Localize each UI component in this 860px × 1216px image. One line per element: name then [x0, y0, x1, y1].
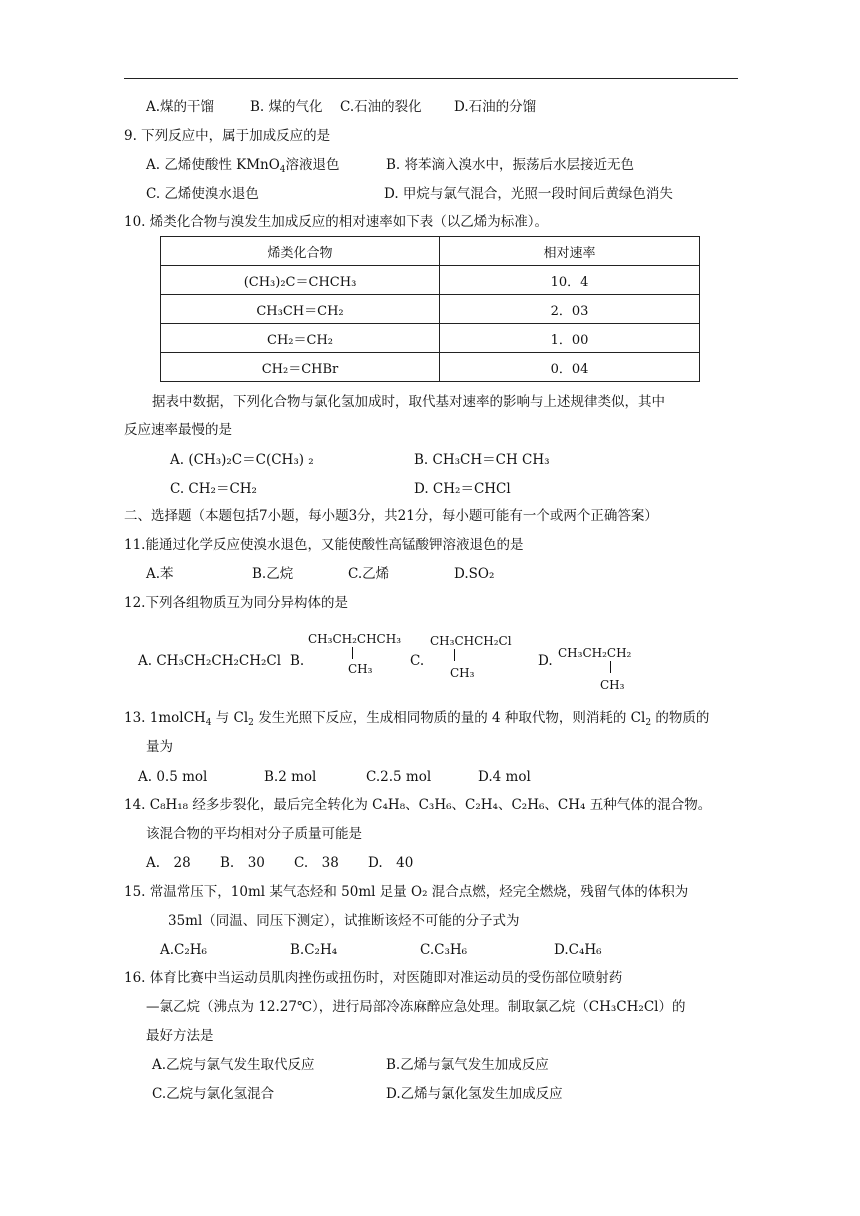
q15-option-d: D.C₄H₆	[554, 942, 602, 958]
q11-option-d: D.SO₂	[454, 566, 495, 582]
q14-option-a: A. 28	[146, 855, 191, 871]
q13-option-c: C.2.5 mol	[366, 769, 432, 785]
q13-option-d: D.4 mol	[478, 769, 531, 785]
q12-stem: 12.下列各组物质互为同分异构体的是	[124, 595, 348, 611]
table-cell: 2．03	[440, 295, 700, 324]
q12-option-d-label: D.	[538, 653, 553, 669]
q14-option-c: C. 38	[294, 855, 339, 871]
table-cell: 0．04	[440, 353, 700, 382]
structure-branch: CH₃	[600, 678, 625, 692]
table-row	[161, 295, 700, 324]
q12-structure-d	[558, 646, 638, 692]
table-cell: CH₃CH＝CH₂	[161, 295, 440, 324]
bond-line	[352, 647, 353, 659]
q15-option-b: B.C₂H₄	[290, 942, 338, 958]
q16-option-a: A.乙烷与氯气发生取代反应	[152, 1057, 315, 1073]
structure-main-chain: CH₃CH₂CHCH₃	[308, 632, 402, 646]
q9-option-c: C. 乙烯使溴水退色	[146, 186, 259, 202]
q12-option-c-label: C.	[410, 653, 425, 669]
table-cell: 10．4	[440, 266, 700, 295]
structure-branch: CH₃	[450, 666, 475, 680]
q10-paragraph-line1: 据表中数据，下列化合物与氯化氢加成时，取代基对速率的影响与上述规律类似，其中	[152, 394, 665, 410]
table-cell: CH₂＝CH₂	[161, 324, 440, 353]
structure-main-chain: CH₃CH₂CH₂	[558, 646, 632, 660]
table-row	[161, 353, 700, 382]
q9-option-b: B. 将苯滴入溴水中，振荡后水层接近无色	[386, 157, 635, 173]
header-rule	[124, 78, 738, 79]
q15-option-a: A.C₂H₆	[160, 942, 207, 958]
q12-option-b-label: B.	[290, 653, 305, 669]
q10-option-a: A. (CH₃)₂C＝C(CH₃) ₂	[170, 452, 314, 468]
q12-structure-c	[430, 634, 520, 680]
q15-line2: 35ml（同温、同压下测定），试推断该烃不可能的分子式为	[168, 913, 520, 929]
q11-option-a: A.苯	[146, 566, 174, 582]
q12-option-a: A. CH₃CH₂CH₂CH₂Cl	[138, 653, 282, 669]
q9-option-d: D. 甲烷与氯气混合，光照一段时间后黄绿色消失	[384, 186, 673, 202]
q14-option-d: D. 40	[368, 855, 414, 871]
q8-option-b: B. 煤的气化	[250, 99, 323, 115]
q16-line2: —氯乙烷（沸点为 12.27℃），进行局部冷冻麻醉应急处理。制取氯乙烷（CH₃CH₂Cl）的	[146, 999, 686, 1015]
q10-paragraph-line2: 反应速率最慢的是	[124, 422, 232, 438]
q11-option-b: B.乙烷	[252, 566, 294, 582]
table-cell: (CH₃)₂C＝CHCH₃	[161, 266, 440, 295]
q8-option-a: A.煤的干馏	[146, 99, 215, 115]
q13-option-a: A. 0.5 mol	[138, 769, 208, 785]
q8-option-d: D.石油的分馏	[454, 99, 537, 115]
structure-main-chain: CH₃CHCH₂Cl	[430, 634, 512, 648]
q10-option-b: B. CH₃CH＝CH CH₃	[414, 452, 550, 468]
q13-option-b: B.2 mol	[264, 769, 317, 785]
bond-line	[454, 649, 455, 661]
q14-line1: 14. C₈H₁₈ 经多步裂化，最后完全转化为 C₄H₈、C₃H₆、C₂H₄、C₂H₆、CH₄ 五种气体的混合物。	[124, 797, 712, 813]
structure-branch: CH₃	[348, 662, 373, 676]
q14-option-b: B. 30	[220, 855, 265, 871]
q16-line3: 最好方法是	[146, 1028, 214, 1044]
q16-option-c: C.乙烷与氯化氢混合	[152, 1086, 275, 1102]
section-heading: 二、选择题（本题包括7小题，每小题3分，共21分，每小题可能有一个或两个正确答案）	[124, 508, 658, 524]
q11-option-c: C.乙烯	[348, 566, 390, 582]
q16-option-b: B.乙烯与氯气发生加成反应	[386, 1057, 549, 1073]
q13-line1: 13. 1molCH$_4$ 与 $Cl_2$ 发生光照下反应，生成相同物质的量的 4 种取代物，则消耗的 $Cl_2$ 的物质的	[124, 710, 710, 728]
table-cell: 1．00	[440, 324, 700, 353]
table-header-row	[161, 237, 700, 266]
q14-line2: 该混合物的平均相对分子质量可能是	[146, 826, 362, 842]
q10-option-d: D. CH₂＝CHCl	[414, 481, 511, 497]
q10-option-c: C. CH₂＝CH₂	[170, 481, 257, 497]
q9-stem: 9. 下列反应中，属于加成反应的是	[124, 128, 331, 144]
table-row	[161, 324, 700, 353]
bond-line	[610, 661, 611, 673]
q9-option-a: A. 乙烯使酸性 KMnO$_4$溶液退色	[146, 157, 340, 175]
q8-option-c: C.石油的裂化	[340, 99, 422, 115]
q15-option-c: C.C₃H₆	[420, 942, 468, 958]
q16-line1: 16. 体育比赛中当运动员肌肉挫伤或扭伤时，对医随即对准运动员的受伤部位喷射药	[124, 970, 623, 986]
q10-stem: 10. 烯类化合物与溴发生加成反应的相对速率如下表（以乙烯为标准）。	[124, 214, 549, 230]
table-cell: CH₂＝CHBr	[161, 353, 440, 382]
q13-line2: 量为	[146, 739, 173, 755]
q15-line1: 15. 常温常压下，10ml 某气态烃和 50ml 足量 O₂ 混合点燃，烃完全燃烧，残留气体的体积为	[124, 884, 689, 900]
table-row	[161, 266, 700, 295]
table-header: 烯类化合物	[161, 237, 440, 266]
table-header: 相对速率	[440, 237, 700, 266]
q12-structure-b	[308, 632, 402, 678]
rate-table	[160, 236, 700, 382]
q11-stem: 11.能通过化学反应使溴水退色，又能使酸性高锰酸钾溶液退色的是	[124, 537, 524, 553]
q16-option-d: D.乙烯与氯化氢发生加成反应	[386, 1086, 563, 1102]
